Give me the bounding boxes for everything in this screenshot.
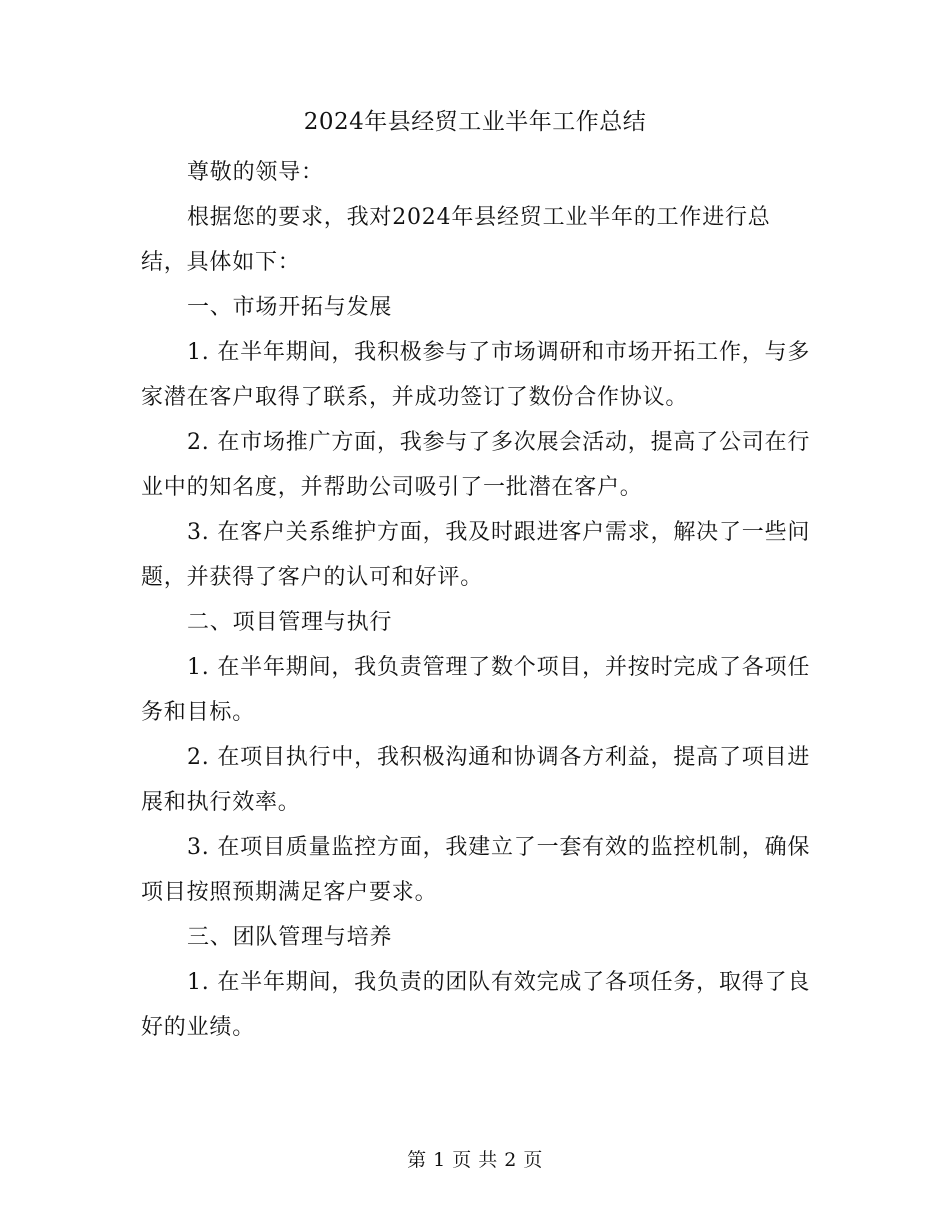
document-title: 2024年县经贸工业半年工作总结 (303, 109, 647, 135)
section-heading-project: 二、项目管理与执行 (187, 610, 393, 635)
market-item-1: 1. 在半年期间，我积极参与了市场调研和市场开拓工作，与多家潜在客户取得了联系，并成功签订了数份合作协议。 (141, 340, 811, 410)
project-item-2: 2. 在项目执行中，我积极沟通和协调各方利益，提高了项目进展和执行效率。 (141, 745, 811, 815)
section-heading-team: 三、团队管理与培养 (187, 925, 393, 950)
section-heading-market: 一、市场开拓与发展 (187, 295, 393, 320)
page-number-footer: 第 1 页 共 2 页 (407, 1149, 543, 1171)
salutation: 尊敬的领导： (187, 160, 324, 185)
market-item-2: 2. 在市场推广方面，我参与了多次展会活动，提高了公司在行业中的知名度，并帮助公司吸引了一批潜在客户。 (141, 430, 811, 500)
team-item-1: 1. 在半年期间，我负责的团队有效完成了各项任务，取得了良好的业绩。 (141, 970, 811, 1040)
document-body (141, 150, 811, 1050)
market-item-3: 3. 在客户关系维护方面，我及时跟进客户需求，解决了一些问题，并获得了客户的认可和好评。 (141, 520, 811, 590)
project-item-3: 3. 在项目质量监控方面，我建立了一套有效的监控机制，确保项目按照预期满足客户要求。 (141, 835, 811, 905)
project-item-1: 1. 在半年期间，我负责管理了数个项目，并按时完成了各项任务和目标。 (141, 655, 811, 725)
intro-paragraph: 根据您的要求，我对2024年县经贸工业半年的工作进行总结，具体如下： (141, 205, 771, 275)
